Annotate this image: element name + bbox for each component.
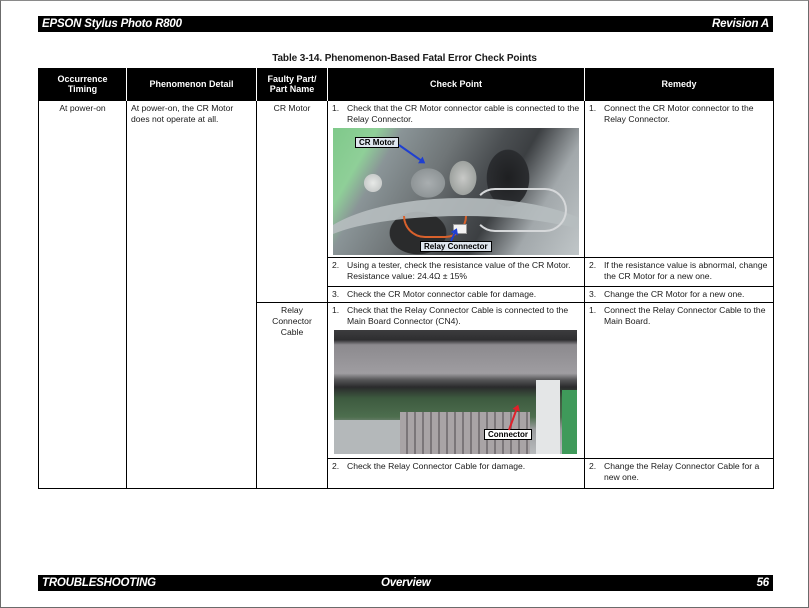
- check-text: Check the Relay Connector Cable for damage.: [347, 461, 526, 471]
- column-header-line: Timing: [67, 84, 98, 94]
- remedy-cell: [585, 287, 774, 303]
- callout-cr-motor: CR Motor: [355, 137, 399, 148]
- remedy-item: [589, 461, 769, 483]
- remedy-text: Connect the CR Motor connector to the Relay Connector.: [604, 103, 754, 124]
- board-edge-shape: [562, 390, 577, 454]
- remedy-item: [589, 260, 769, 282]
- phenomenon-detail-text: At power-on, the CR Motor does not operate at all.: [131, 103, 234, 124]
- remedy-text: Change the Relay Connector Cable for a new one.: [604, 461, 760, 482]
- page-number: 56: [756, 577, 769, 589]
- callout-connector: Connector: [484, 429, 532, 440]
- remedy-text: Change the CR Motor for a new one.: [604, 289, 745, 299]
- resistance-value: Resistance value: 24.4Ω ± 15%: [347, 271, 468, 281]
- callout-relay-connector: Relay Connector: [420, 241, 492, 252]
- cable-shape: [536, 380, 560, 454]
- table-header-row: [39, 68, 774, 101]
- item-number: 2.: [589, 260, 597, 270]
- check-text: Check that the CR Motor connector cable is connected to the Relay Connector.: [347, 103, 580, 124]
- check-item: [332, 461, 580, 472]
- document-title: EPSON Stylus Photo R800: [42, 18, 182, 30]
- check-point-cell: [328, 258, 585, 287]
- cr-motor-photo: [333, 128, 579, 255]
- remedy-item: [589, 103, 769, 125]
- item-number: 1.: [332, 305, 340, 315]
- page-footer: [38, 575, 773, 591]
- item-number: 1.: [589, 305, 597, 315]
- check-item: [332, 103, 580, 125]
- table-caption: Table 3-14. Phenomenon-Based Fatal Error Check Points: [272, 53, 537, 64]
- item-number: 2.: [332, 461, 340, 471]
- faulty-part-name: Relay Connector Cable: [272, 305, 312, 337]
- fatal-error-check-table: [38, 68, 774, 489]
- occurrence-timing-cell: [39, 101, 127, 489]
- faulty-part-cell: [257, 303, 328, 489]
- remedy-text: Connect the Relay Connector Cable to the Main Board.: [604, 305, 766, 326]
- check-text-main: Using a tester, check the resistance value of the CR Motor.: [347, 260, 571, 270]
- column-header-remedy: Remedy: [585, 68, 774, 101]
- check-text: Check that the Relay Connector Cable is connected to the Main Board Connector (CN4).: [347, 305, 569, 326]
- item-number: 3.: [332, 289, 340, 299]
- remedy-cell: [585, 459, 774, 489]
- footer-section: TROUBLESHOOTING: [42, 577, 156, 589]
- item-number: 3.: [589, 289, 597, 299]
- phenomenon-detail-cell: [127, 101, 257, 489]
- item-number: 1.: [589, 103, 597, 113]
- page-header: [38, 16, 773, 32]
- column-header-line: Faulty Part/: [267, 73, 317, 84]
- item-number: 2.: [332, 260, 340, 270]
- column-header-faulty-part: [257, 68, 328, 101]
- check-point-cell: [328, 101, 585, 258]
- check-text: Check the CR Motor connector cable for damage.: [347, 289, 537, 299]
- column-header-occurrence-timing: [39, 68, 127, 101]
- faulty-part-name: CR Motor: [273, 103, 311, 113]
- item-number: 2.: [589, 461, 597, 471]
- remedy-cell: [585, 258, 774, 287]
- column-header-check-point: Check Point: [328, 68, 585, 101]
- remedy-cell: [585, 303, 774, 459]
- check-item: [332, 289, 580, 300]
- main-board-photo: [334, 330, 577, 454]
- occurrence-timing-text: At power-on: [59, 103, 106, 113]
- table-row: [39, 101, 774, 258]
- arrow-icon: [398, 144, 424, 163]
- check-point-cell: [328, 303, 585, 459]
- item-number: 1.: [332, 103, 340, 113]
- check-point-cell: [328, 287, 585, 303]
- remedy-item: [589, 305, 769, 327]
- faulty-part-cell: [257, 101, 328, 303]
- remedy-text: If the resistance value is abnormal, change the CR Motor for a new one.: [604, 260, 768, 281]
- column-header-phenomenon-detail: Phenomenon Detail: [127, 68, 257, 101]
- check-item: [332, 305, 580, 327]
- column-header-line: Part Name: [269, 84, 315, 94]
- footer-subsection: Overview: [381, 577, 431, 589]
- remedy-cell: [585, 101, 774, 258]
- check-item: [332, 260, 580, 282]
- remedy-item: [589, 289, 769, 300]
- revision-label: Revision A: [711, 18, 769, 30]
- check-text: [347, 260, 580, 282]
- check-point-cell: [328, 459, 585, 489]
- column-header-line: Occurrence: [57, 73, 108, 84]
- metal-plate-shape: [334, 420, 400, 454]
- gray-wire-shape: [473, 188, 567, 232]
